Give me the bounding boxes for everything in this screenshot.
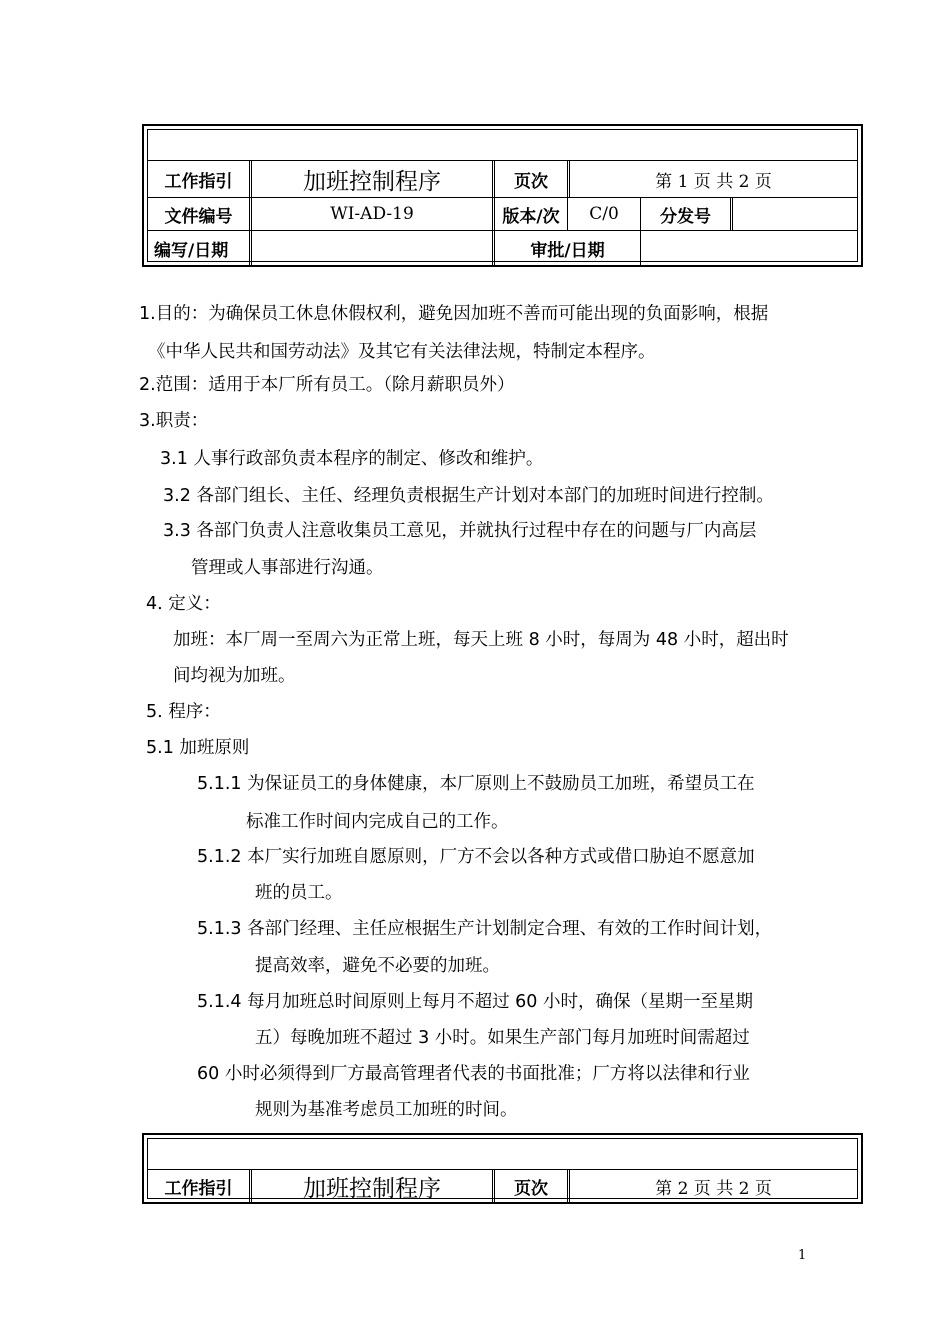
section-3-text: 职责： bbox=[155, 411, 209, 431]
section-5-1-1-line-1 bbox=[197, 772, 755, 796]
doc-no-label: 文件编号 bbox=[164, 206, 233, 227]
section-5-1-4-line-1 bbox=[197, 990, 753, 1014]
section-5-1 bbox=[146, 736, 249, 760]
doc-no-value: WI-AD-19 bbox=[249, 198, 492, 230]
doc-title-2: 加班控制程序 bbox=[249, 1170, 492, 1202]
section-5-1-2-line-1 bbox=[197, 845, 755, 869]
definition-hours-day: 8 bbox=[528, 630, 540, 650]
section-4 bbox=[146, 592, 221, 616]
guide-label: 工作指引 bbox=[164, 171, 233, 192]
section-4-line-1 bbox=[173, 628, 789, 652]
section-3-3-line-1 bbox=[163, 519, 756, 543]
section-1-text: 目的：为确保员工休息休假权利，避免因加班不善而可能出现的负面影响，根据 bbox=[155, 304, 769, 324]
section-2-number: 2. bbox=[139, 375, 156, 395]
section-5-1-3-text: 各部门经理、主任应根据生产计划制定合理、有效的工作时间计划， bbox=[241, 919, 773, 939]
section-5-1-4-text-c: 小时，确保（星期一至星期 bbox=[537, 992, 753, 1012]
dist-label: 分发号 bbox=[640, 198, 730, 230]
section-5-1-text: 加班原则 bbox=[173, 738, 250, 758]
section-1-line-2: 《中华人民共和国劳动法》及其它有关法律法规，特制定本程序。 bbox=[148, 342, 656, 362]
page-label: 页次 bbox=[492, 161, 567, 197]
section-5-1-1-text: 为保证员工的身体健康，本厂原则上不鼓励员工加班，希望员工在 bbox=[241, 774, 755, 794]
section-3-3-line-2: 管理或人事部进行沟通。 bbox=[191, 558, 384, 578]
section-5-1-3-line-2: 提高效率，避免不必要的加班。 bbox=[255, 956, 500, 976]
section-5-1-number: 5.1 bbox=[146, 738, 174, 758]
header-table-2 bbox=[142, 1133, 863, 1204]
section-3-2-text: 各部门组长、主任、经理负责根据生产计划对本部门的加班时间进行控制。 bbox=[190, 486, 774, 506]
section-1-line-1 bbox=[139, 302, 768, 326]
section-5-1-4-number: 5.1.4 bbox=[197, 992, 242, 1012]
section-5-1-2-text: 本厂实行加班自愿原则，厂方不会以各种方式或借口胁迫不愿意加 bbox=[241, 847, 755, 867]
page-number: 1 bbox=[798, 1248, 807, 1263]
section-3-1 bbox=[160, 447, 543, 471]
section-5-1-4-line2-a: 五）每晚加班不超过 bbox=[255, 1028, 419, 1048]
section-3-3-number: 3.3 bbox=[163, 521, 191, 541]
section-4-number: 4 bbox=[146, 594, 158, 614]
section-4-text: . 定义： bbox=[157, 594, 221, 614]
section-3-2 bbox=[163, 484, 774, 508]
section-5-1-1-line-2: 标准工作时间内完成自己的工作。 bbox=[246, 812, 509, 832]
header-table-2-inner bbox=[147, 1138, 858, 1202]
page-value: 第 1 页 共 2 页 bbox=[567, 161, 857, 197]
definition-text-e: 小时，超出时 bbox=[678, 630, 789, 650]
section-2 bbox=[139, 373, 514, 397]
section-5-1-3-line-1 bbox=[197, 917, 772, 941]
section-4-line-2: 间均视为加班。 bbox=[173, 666, 296, 686]
section-3-number: 3. bbox=[139, 411, 156, 431]
header-2-row-title bbox=[148, 1170, 857, 1202]
section-3 bbox=[139, 409, 208, 433]
section-5-1-4-text-a: 每月加班总时间原则上每月不超过 bbox=[241, 992, 516, 1012]
section-5-1-4-line2-c: 小时。如果生产部门每月加班时间需超过 bbox=[429, 1028, 750, 1048]
header-2-top-strip bbox=[148, 1139, 857, 1170]
section-5-1-4-line-2 bbox=[255, 1026, 750, 1050]
author-label: 编写/日期 bbox=[154, 241, 229, 261]
section-5-text: . 程序： bbox=[157, 702, 221, 722]
section-5-1-2-number: 5.1.2 bbox=[197, 847, 242, 867]
section-5-1-4-line3-b: 小时必须得到厂方最高管理者代表的书面批准；厂方将以法律和行业 bbox=[219, 1064, 750, 1084]
doc-title: 加班控制程序 bbox=[249, 161, 492, 197]
section-3-2-number: 3.2 bbox=[163, 486, 191, 506]
page-label-2: 页次 bbox=[492, 1170, 567, 1202]
section-5-1-2-line-2: 班的员工。 bbox=[255, 883, 343, 903]
section-1-number: 1. bbox=[139, 304, 156, 324]
section-5-1-3-number: 5.1.3 bbox=[197, 919, 242, 939]
section-5-1-1-number: 5.1.1 bbox=[197, 774, 242, 794]
section-3-1-number: 3.1 bbox=[160, 449, 188, 469]
section-5-1-4-line-3 bbox=[197, 1062, 750, 1086]
definition-text-a: 加班：本厂周一至周六为正常上班，每天上班 bbox=[173, 630, 529, 650]
nightly-limit-hours: 3 bbox=[418, 1028, 430, 1048]
approval-threshold-hours: 60 bbox=[197, 1064, 220, 1084]
section-5-1-4-line-4: 规则为基准考虑员工加班的时间。 bbox=[255, 1100, 518, 1120]
page-value-2: 第 2 页 共 2 页 bbox=[567, 1170, 857, 1202]
monthly-limit-hours: 60 bbox=[515, 992, 538, 1012]
guide-label-2: 工作指引 bbox=[164, 1178, 233, 1199]
section-3-1-text: 人事行政部负责本程序的制定、修改和维护。 bbox=[187, 449, 544, 469]
version-label: 版本/次 bbox=[492, 198, 567, 230]
version-value: C/0 bbox=[567, 198, 640, 230]
section-3-3-text: 各部门负责人注意收集员工意见，并就执行过程中存在的问题与厂内高层 bbox=[190, 521, 757, 541]
definition-hours-week: 48 bbox=[655, 630, 679, 650]
section-2-text: 范围：适用于本厂所有员工。（除月薪职员外） bbox=[155, 375, 515, 395]
section-5 bbox=[146, 700, 221, 724]
definition-text-c: 小时，每周为 bbox=[539, 630, 656, 650]
approve-label: 审批/日期 bbox=[492, 231, 640, 266]
section-5-number: 5 bbox=[146, 702, 158, 722]
